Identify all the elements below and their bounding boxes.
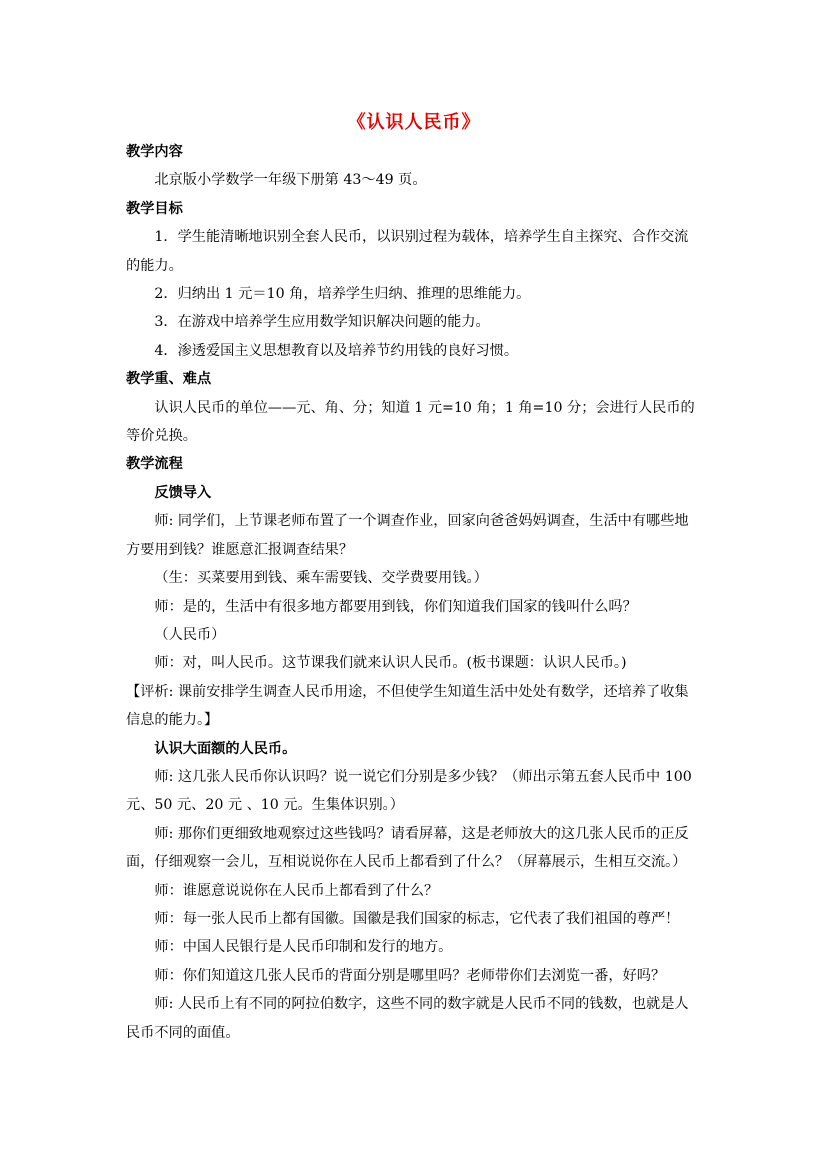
document-page	[126, 108, 702, 1047]
subheading-feedback: 反馈导入	[154, 484, 212, 501]
dialogue-paragraph: 师：你们知道这几张人民币的背面分别是哪里吗？老师带你们去浏览一番，好吗？	[154, 967, 666, 984]
key-points-text: 认识人民币的单位——元、角、分；知道 1 元=10 角；1 角=10 分；会进行人民币的等价兑换。	[126, 399, 695, 445]
dialogue-paragraph: （生：买菜要用到钱、乘车需要钱、交学费要用钱。）	[154, 570, 488, 587]
dialogue-paragraph: 师: 这几张人民币你认识吗？说一说它们分别是多少钱？（师出示第五套人民币中 100 元、50 元、20 元 、10 元。生集体识别。）	[126, 768, 692, 814]
dialogue-paragraph: 师：对，叫人民币。这节课我们就来认识人民币。(板书课题：认识人民币。)	[154, 655, 627, 672]
goal-item: 1．学生能清晰地识别全套人民币，以识别过程为载体，培养学生自主探究、合作交流的能力。	[126, 229, 689, 274]
dialogue-paragraph: 师: 同学们，上节课老师布置了一个调查作业，回家向爸爸妈妈调查，生活中有哪些地方要用到钱？谁愿意汇报调查结果？	[126, 513, 689, 558]
heading-key-points: 教学重、难点	[126, 371, 212, 388]
dialogue-paragraph: 师：谁愿意说说你在人民币上都看到了什么？	[154, 882, 439, 899]
heading-goals: 教学目标	[126, 200, 183, 217]
dialogue-paragraph: 师: 那你们更细致地观察过这些钱吗？请看屏幕，这是老师放大的这几张人民币的正反面，仔细观察一会儿，互相说说你在人民币上都看到了什么？（屏幕展示，生相互交流。）	[126, 825, 689, 871]
dialogue-paragraph: 师：每一张人民币上都有国徽。国徽是我们国家的标志，它代表了我们祖国的尊严！	[154, 910, 680, 927]
goal-item: 4．渗透爱国主义思想教育以及培养节约用钱的良好习惯。	[154, 342, 519, 359]
goal-item: 3．在游戏中培养学生应用数学知识解决问题的能力。	[154, 314, 490, 331]
heading-flow: 教学流程	[126, 456, 183, 473]
dialogue-paragraph: 师：是的，生活中有很多地方都要用到钱，你们知道我们国家的钱叫什么吗？	[154, 598, 637, 615]
heading-content: 教学内容	[126, 144, 183, 160]
commentary-paragraph: 【评析: 课前安排学生调查人民币用途，不但使学生知道生活中处处有数学，还培养了收集信息的能力。】	[126, 683, 689, 729]
subheading-large-notes: 认识大面额的人民币。	[154, 740, 297, 757]
dialogue-paragraph: （人民币）	[154, 626, 226, 643]
dialogue-paragraph: 师：中国人民银行是人民币印制和发行的地方。	[154, 939, 453, 956]
dialogue-paragraph: 师: 人民币上有不同的阿拉伯数字，这些不同的数字就是人民币不同的钱数，也就是人民币不同的面值。	[126, 996, 689, 1041]
goal-item: 2．归纳出 1 元＝10 角，培养学生归纳、推理的思维能力。	[154, 286, 531, 303]
content-text: 北京版小学数学一年级下册第 43～49 页。	[154, 172, 427, 189]
document-title: 《认识人民币》	[347, 112, 481, 133]
